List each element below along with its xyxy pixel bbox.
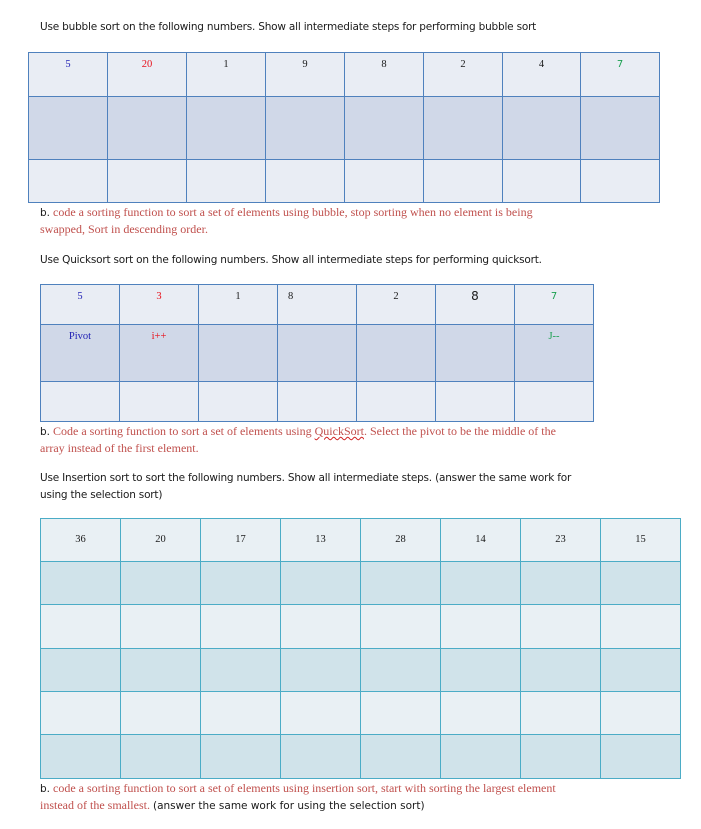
insertion-sort-table: [40, 518, 681, 779]
bubble-cell[interactable]: [108, 160, 187, 203]
quicksort-row-labels: [41, 325, 594, 382]
insertion-cell[interactable]: [441, 649, 521, 692]
insertion-row-step: [41, 649, 681, 692]
insertion-cell[interactable]: [201, 605, 281, 649]
insertion-cell[interactable]: 13: [281, 519, 361, 562]
i-increment-label: i++: [151, 331, 167, 342]
insertion-cell[interactable]: [441, 605, 521, 649]
insertion-cell[interactable]: [41, 605, 121, 649]
insertion-cell[interactable]: [441, 562, 521, 605]
quicksort-cell[interactable]: 3: [120, 285, 199, 325]
quicksort-cell[interactable]: 2: [357, 285, 436, 325]
bubble-cell[interactable]: [187, 97, 266, 160]
insertion-cell[interactable]: [361, 692, 441, 735]
insertion-instruction: Use Insertion sort to sort the following numbers. Show all intermediate steps. (answer the same work for using the selection sort): [40, 472, 572, 501]
insertion-cell[interactable]: 14: [441, 519, 521, 562]
quicksort-cell[interactable]: [199, 382, 278, 422]
bubble-cell[interactable]: [29, 160, 108, 203]
insertion-cell[interactable]: [281, 735, 361, 779]
insertion-cell[interactable]: [361, 605, 441, 649]
insertion-cell[interactable]: [601, 692, 681, 735]
bubble-cell[interactable]: [581, 160, 660, 203]
bubble-row-step: [29, 160, 660, 203]
quicksort-cell[interactable]: 8: [278, 285, 357, 325]
insertion-cell[interactable]: 36: [41, 519, 121, 562]
bubble-cell[interactable]: [503, 160, 581, 203]
pivot-label: Pivot: [68, 331, 92, 342]
insertion-cell[interactable]: [521, 692, 601, 735]
quicksort-cell[interactable]: [278, 325, 357, 382]
bubble-cell[interactable]: 20: [108, 53, 187, 97]
insertion-cell[interactable]: [201, 562, 281, 605]
bubble-instruction: Use bubble sort on the following numbers. Show all intermediate steps for performing bubble sort: [40, 21, 537, 33]
insertion-cell[interactable]: [441, 692, 521, 735]
quicksort-cell[interactable]: [199, 325, 278, 382]
bubble-row-step: [29, 97, 660, 160]
insertion-cell[interactable]: [361, 735, 441, 779]
quicksort-cell[interactable]: [278, 382, 357, 422]
insertion-cell[interactable]: 15: [601, 519, 681, 562]
bubble-cell[interactable]: [581, 97, 660, 160]
insertion-cell[interactable]: [121, 649, 201, 692]
bubble-cell[interactable]: [345, 160, 424, 203]
insertion-row-values: [41, 519, 681, 562]
insertion-cell[interactable]: [121, 692, 201, 735]
insertion-row-step: [41, 605, 681, 649]
bubble-cell[interactable]: 7: [581, 53, 660, 97]
insertion-cell[interactable]: [201, 692, 281, 735]
quicksort-cell[interactable]: [357, 382, 436, 422]
quicksort-cell[interactable]: [357, 325, 436, 382]
quicksort-cell[interactable]: [120, 382, 199, 422]
insertion-cell[interactable]: [281, 562, 361, 605]
bubble-cell[interactable]: 8: [345, 53, 424, 97]
insertion-cell[interactable]: 23: [521, 519, 601, 562]
insertion-cell[interactable]: 17: [201, 519, 281, 562]
bubble-cell[interactable]: 2: [424, 53, 503, 97]
quicksort-table: [40, 284, 594, 422]
j-decrement-label: J--: [548, 331, 560, 342]
insertion-cell[interactable]: [201, 735, 281, 779]
bubble-cell[interactable]: [29, 97, 108, 160]
spellcheck-word: QuickSort: [314, 424, 364, 438]
insertion-cell[interactable]: [201, 649, 281, 692]
quicksort-cell[interactable]: [41, 382, 120, 422]
insertion-cell[interactable]: [121, 735, 201, 779]
quicksort-cell[interactable]: [515, 382, 594, 422]
insertion-row-step: [41, 692, 681, 735]
insertion-cell[interactable]: [521, 605, 601, 649]
insertion-cell[interactable]: [121, 605, 201, 649]
quicksort-instruction: Use Quicksort sort on the following numbers. Show all intermediate steps for performing quicksort.: [40, 254, 542, 266]
insertion-cell[interactable]: 28: [361, 519, 441, 562]
bubble-cell[interactable]: [266, 160, 345, 203]
insertion-cell[interactable]: [281, 605, 361, 649]
quicksort-cell[interactable]: 8: [436, 285, 515, 325]
quicksort-row-values: [41, 285, 594, 325]
insertion-cell[interactable]: [601, 605, 681, 649]
insertion-cell[interactable]: [601, 649, 681, 692]
bubble-cell[interactable]: 4: [503, 53, 581, 97]
quicksort-cell[interactable]: 5: [41, 285, 120, 325]
insertion-cell[interactable]: [521, 562, 601, 605]
insertion-cell[interactable]: [521, 649, 601, 692]
insertion-cell[interactable]: [41, 735, 121, 779]
bubble-cell[interactable]: 1: [187, 53, 266, 97]
insertion-cell[interactable]: [41, 692, 121, 735]
insertion-cell[interactable]: [41, 562, 121, 605]
insertion-cell[interactable]: [281, 649, 361, 692]
insertion-cell[interactable]: [361, 649, 441, 692]
quicksort-cell[interactable]: [436, 325, 515, 382]
insertion-cell[interactable]: [361, 562, 441, 605]
bubble-cell[interactable]: [108, 97, 187, 160]
bubble-cell[interactable]: [424, 97, 503, 160]
quicksort-cell[interactable]: [41, 325, 120, 382]
insertion-cell[interactable]: [521, 735, 601, 779]
insertion-cell[interactable]: [121, 562, 201, 605]
bubble-note: b. code a sorting function to sort a set of elements using bubble, stop sorting when no element is being swapped, Sort in descending order.: [40, 205, 533, 236]
quicksort-note: b. Code a sorting function to sort a set of elements using QuickSort. Select the pivot to be the middle of the array instead of the first element.: [40, 424, 556, 455]
quicksort-cell[interactable]: [436, 382, 515, 422]
quicksort-cell[interactable]: 1: [199, 285, 278, 325]
insertion-cell[interactable]: [601, 562, 681, 605]
bubble-cell[interactable]: [345, 97, 424, 160]
bubble-cell[interactable]: [424, 160, 503, 203]
bubble-cell[interactable]: [503, 97, 581, 160]
insertion-cell[interactable]: [41, 649, 121, 692]
bubble-cell[interactable]: 5: [29, 53, 108, 97]
quicksort-cell[interactable]: [120, 325, 199, 382]
bubble-cell[interactable]: [187, 160, 266, 203]
bubble-sort-table: [28, 52, 660, 203]
insertion-cell[interactable]: [281, 692, 361, 735]
bubble-cell[interactable]: [266, 97, 345, 160]
insertion-note: b. code a sorting function to sort a set of elements using insertion sort, start with sorting the largest element instead of the smallest. (answer the same work for using the selection sort): [40, 781, 556, 812]
insertion-row-step: [41, 735, 681, 779]
bubble-cell[interactable]: 9: [266, 53, 345, 97]
insertion-cell[interactable]: 20: [121, 519, 201, 562]
quicksort-cell[interactable]: 7: [515, 285, 594, 325]
quicksort-cell[interactable]: [515, 325, 594, 382]
bubble-row-values: [29, 53, 660, 97]
insertion-cell[interactable]: [601, 735, 681, 779]
insertion-row-step: [41, 562, 681, 605]
quicksort-row-step: [41, 382, 594, 422]
insertion-cell[interactable]: [441, 735, 521, 779]
